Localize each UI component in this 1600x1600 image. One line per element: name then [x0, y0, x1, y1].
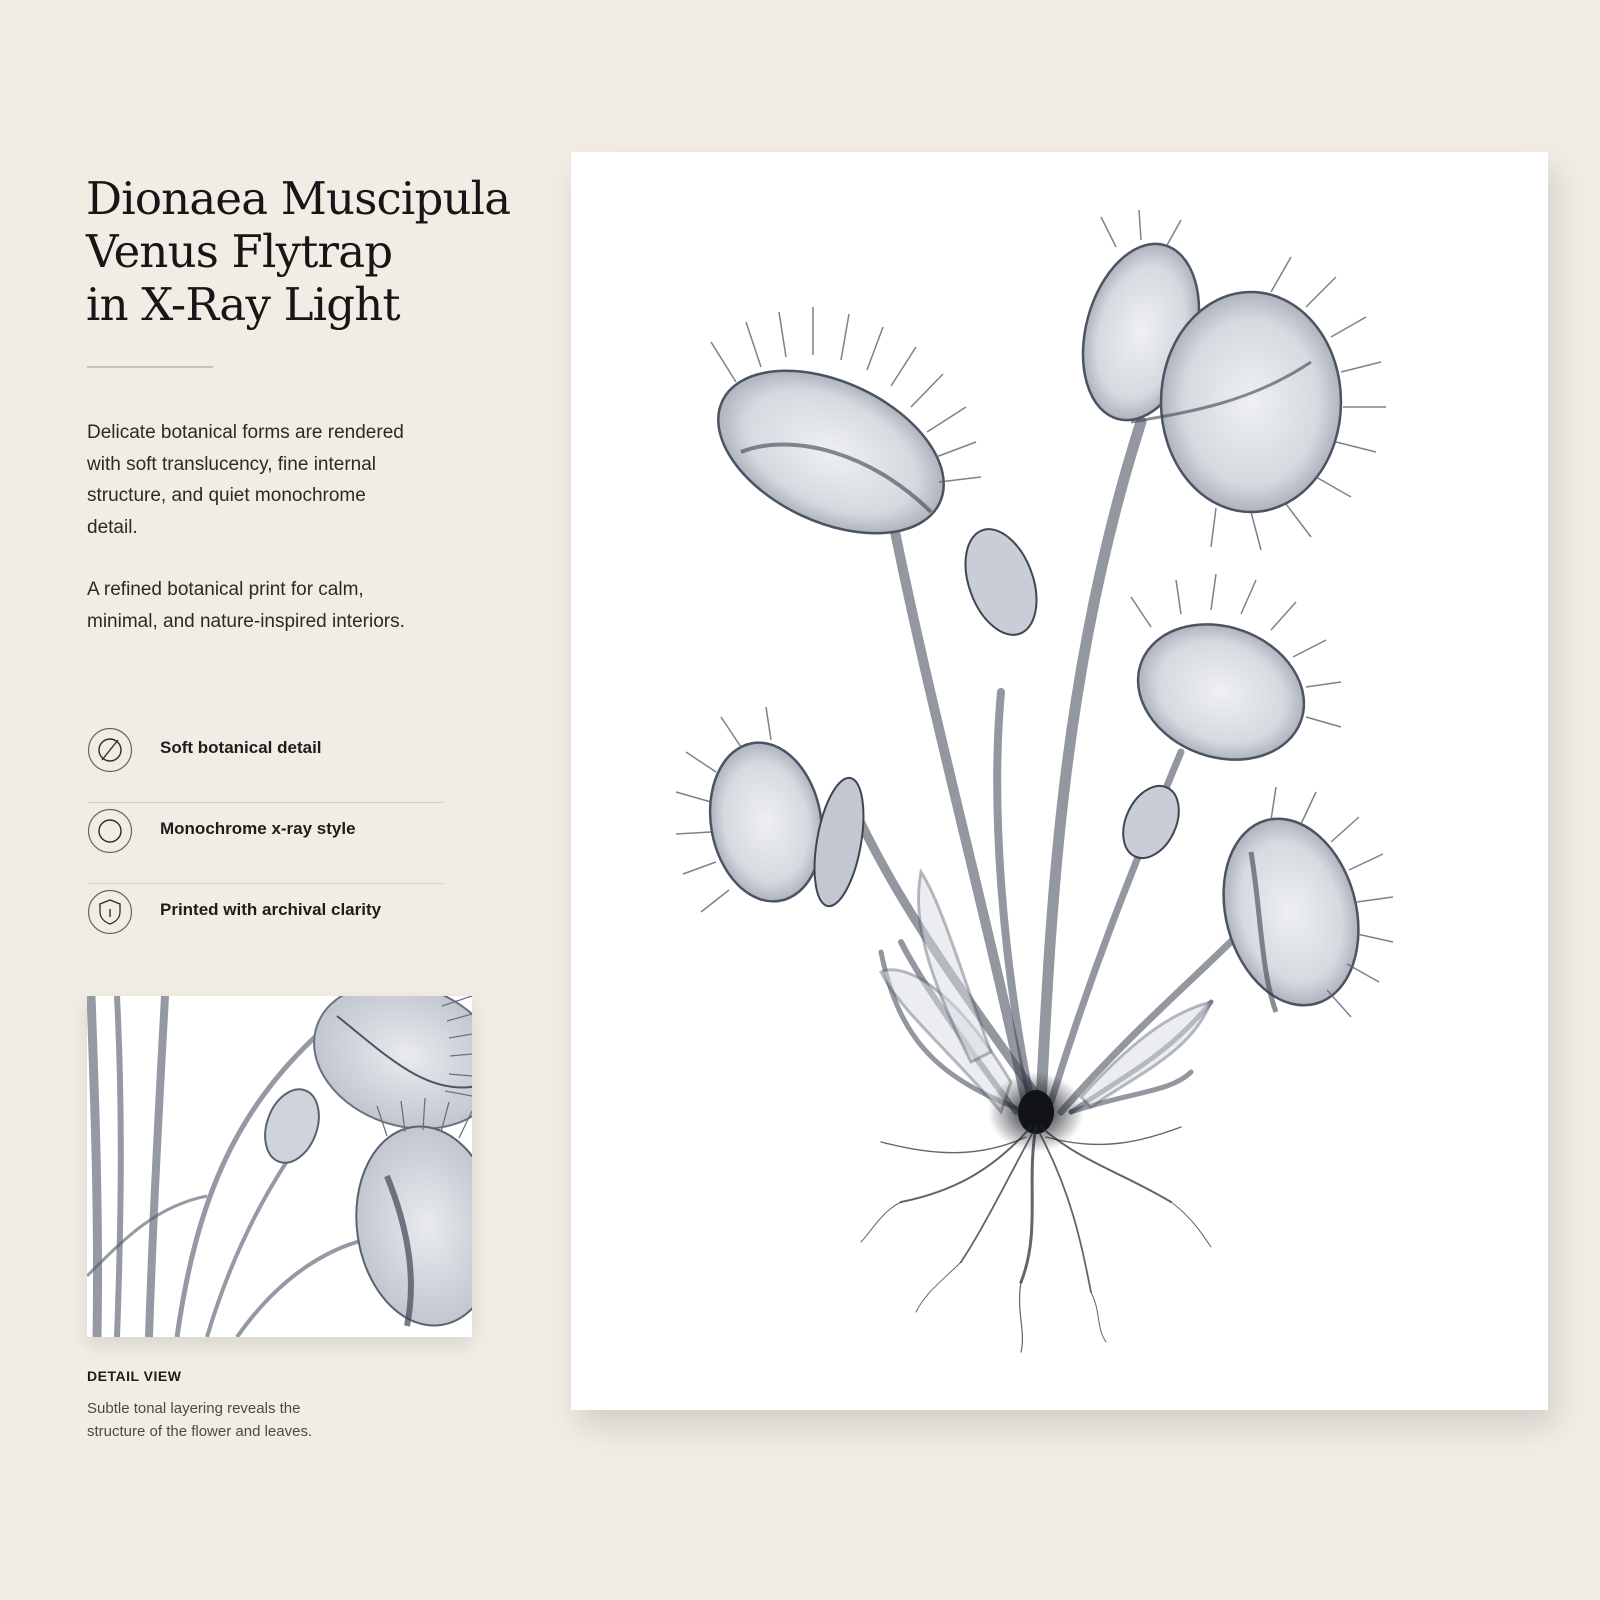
- feature-label: Monochrome x-ray style: [160, 819, 356, 838]
- detail-view-heading: DETAIL VIEW: [87, 1368, 182, 1384]
- feature-item-archival-clarity: [87, 884, 443, 964]
- title-line-2: Venus Flytrap: [86, 225, 393, 278]
- venus-flytrap-xray-illustration: [571, 152, 1548, 1410]
- circle-icon: [87, 808, 133, 854]
- detail-view-caption: Subtle tonal layering reveals the structure of the flower and leaves.: [87, 1400, 313, 1440]
- main-print-image: [571, 152, 1548, 1410]
- feature-label: Soft botanical detail: [160, 738, 322, 757]
- feature-item-botanical-detail: [87, 722, 443, 803]
- feature-label: Printed with archival clarity: [160, 900, 382, 919]
- feature-list: [87, 722, 443, 964]
- shield-icon: [87, 889, 133, 935]
- detail-xray-illustration: [87, 996, 472, 1337]
- feature-item-monochrome-style: [87, 803, 443, 884]
- description-paragraph-2: A refined botanical print for calm, minimal, and nature-inspired interiors.: [87, 579, 405, 632]
- title-line-3: in X-Ray Light: [86, 278, 400, 331]
- slashed-circle-icon: [87, 727, 133, 773]
- detail-view-image: [87, 996, 472, 1337]
- product-title: [86, 172, 546, 331]
- description-paragraph-1: Delicate botanical forms are rendered with soft translucency, fine internal structure, and quiet monochrome detail.: [87, 422, 404, 538]
- title-line-1: Dionaea Muscipula: [86, 172, 511, 225]
- title-divider: [87, 366, 213, 368]
